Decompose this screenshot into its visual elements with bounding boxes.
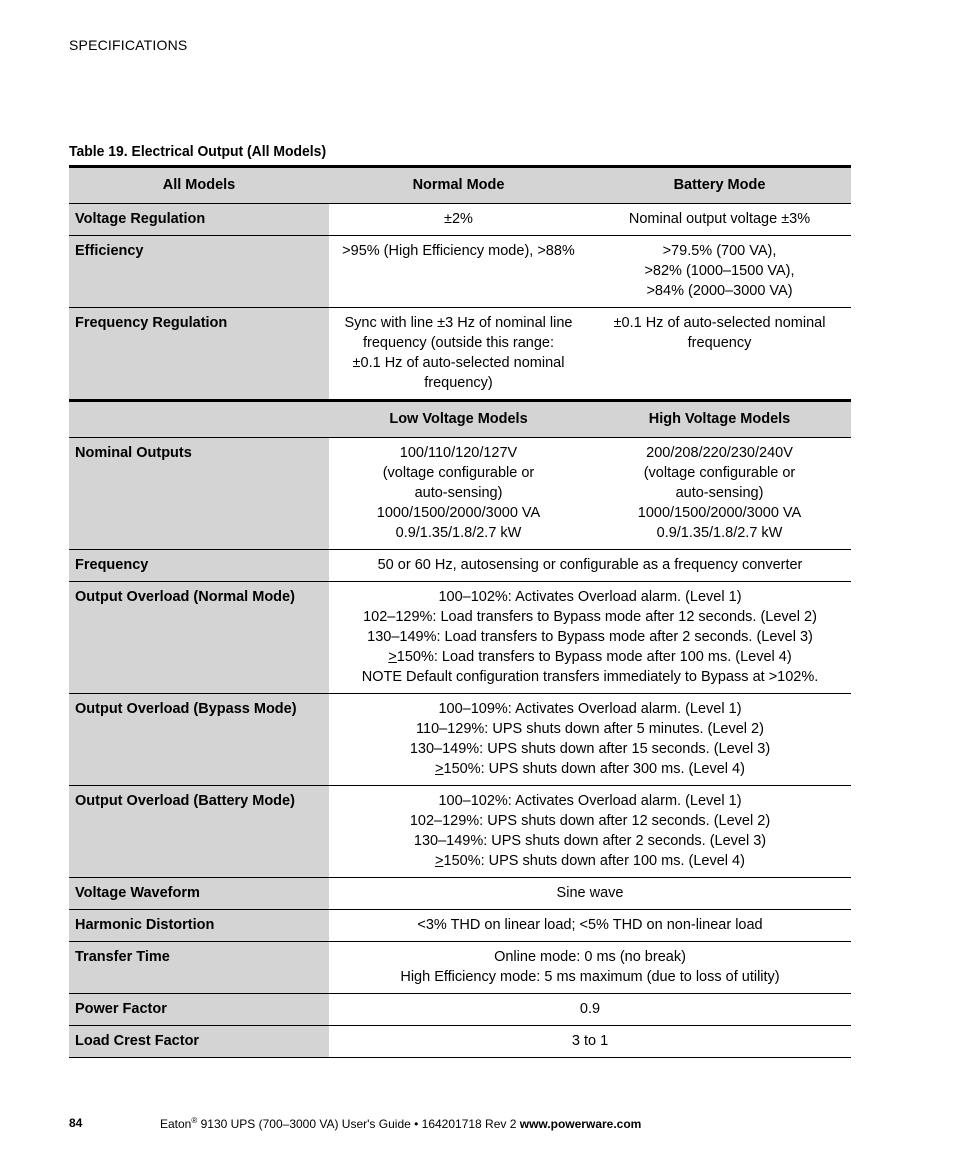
normal-mode-value	[329, 204, 588, 236]
table-row	[69, 786, 851, 878]
header-all-models: All Models	[69, 167, 329, 204]
brand-name: Eaton	[160, 1117, 192, 1131]
note-line: NOTE Default configuration transfers immediately to Bypass at >102%.	[361, 669, 819, 685]
table-row	[69, 994, 851, 1026]
table-row	[69, 694, 851, 786]
value-line: ±0.1 Hz of auto-selected nominal	[613, 315, 826, 331]
value-text: 150%: UPS shuts down after 100 ms. (Level 4)	[443, 853, 745, 869]
guide-title: 9130 UPS (700–3000 VA) User's Guide • 164201718 Rev 2	[197, 1117, 520, 1131]
value-line: >82% (1000–1500 VA),	[644, 263, 795, 279]
frequency-value: 50 or 60 Hz, autosensing or configurable as a frequency converter	[329, 550, 851, 582]
table-row	[69, 582, 851, 694]
normal-mode-value	[329, 308, 588, 401]
value-line	[335, 759, 845, 779]
low-voltage-value	[329, 438, 588, 550]
value-line: 102–129%: Load transfers to Bypass mode after 12 seconds. (Level 2)	[363, 609, 817, 625]
load-crest-factor-value: 3 to 1	[329, 1026, 851, 1058]
row-label: Output Overload (Normal Mode)	[69, 582, 329, 694]
value-line: frequency (outside this range:	[362, 335, 555, 351]
value-line: 1000/1500/2000/3000 VA	[637, 505, 802, 521]
row-label: Frequency Regulation	[69, 308, 329, 401]
value-line: >79.5% (700 VA),	[662, 243, 777, 259]
table-row	[69, 438, 851, 550]
header-low-voltage: Low Voltage Models	[329, 401, 588, 438]
value-text: 150%: UPS shuts down after 300 ms. (Level 4)	[443, 761, 745, 777]
header-high-voltage: High Voltage Models	[588, 401, 851, 438]
table-row	[69, 204, 851, 236]
power-factor-value: 0.9	[329, 994, 851, 1026]
row-label: Voltage Regulation	[69, 204, 329, 236]
row-label: Transfer Time	[69, 942, 329, 994]
value-line	[335, 851, 845, 871]
value-line: frequency	[687, 335, 752, 351]
transfer-time-value	[329, 942, 851, 994]
overload-battery-value	[329, 786, 851, 878]
overload-normal-value	[329, 582, 851, 694]
harmonic-distortion-value: <3% THD on linear load; <5% THD on non-linear load	[329, 910, 851, 942]
greater-equal-symbol: >	[388, 649, 397, 665]
row-label: Output Overload (Battery Mode)	[69, 786, 329, 878]
electrical-output-table	[69, 165, 851, 1058]
value-line: ±0.1 Hz of auto-selected nominal	[352, 355, 565, 371]
value-line: auto-sensing)	[414, 485, 503, 501]
row-label: Output Overload (Bypass Mode)	[69, 694, 329, 786]
table-row	[69, 910, 851, 942]
value-text: 150%: Load transfers to Bypass mode after 100 ms. (Level 4)	[396, 649, 792, 665]
value-line: 110–129%: UPS shuts down after 5 minutes. (Level 2)	[416, 721, 764, 737]
registered-mark: ®	[191, 1116, 198, 1125]
value-line: High Efficiency mode: 5 ms maximum (due to loss of utility)	[400, 969, 780, 985]
row-label: Voltage Waveform	[69, 878, 329, 910]
row-label: Efficiency	[69, 236, 329, 308]
value-line: auto-sensing)	[675, 485, 764, 501]
value-line: Online mode: 0 ms (no break)	[494, 949, 686, 965]
value-line: ±2%	[444, 211, 473, 227]
value-line: Nominal output voltage ±3%	[628, 211, 811, 227]
value-line: 1000/1500/2000/3000 VA	[376, 505, 541, 521]
section-header: SPECIFICATIONS	[69, 37, 188, 53]
overload-bypass-value	[329, 694, 851, 786]
high-voltage-value	[588, 438, 851, 550]
battery-mode-value	[588, 308, 851, 401]
value-line: Sync with line ±3 Hz of nominal line	[344, 315, 573, 331]
value-line: 100–109%: Activates Overload alarm. (Level 1)	[438, 701, 742, 717]
normal-mode-value	[329, 236, 588, 308]
header-blank	[69, 401, 329, 438]
value-line: 102–129%: UPS shuts down after 12 seconds. (Level 2)	[409, 813, 771, 829]
value-line: 0.9/1.35/1.8/2.7 kW	[656, 525, 783, 541]
value-line: 130–149%: Load transfers to Bypass mode after 2 seconds. (Level 3)	[367, 629, 813, 645]
value-line: 100–102%: Activates Overload alarm. (Level 1)	[438, 793, 742, 809]
value-line: 0.9/1.35/1.8/2.7 kW	[395, 525, 522, 541]
value-line: 130–149%: UPS shuts down after 15 seconds. (Level 3)	[409, 741, 771, 757]
battery-mode-value	[588, 204, 851, 236]
value-line: frequency)	[424, 375, 493, 391]
website-link[interactable]: www.powerware.com	[519, 1117, 642, 1131]
table-row	[69, 308, 851, 401]
row-label: Harmonic Distortion	[69, 910, 329, 942]
greater-equal-symbol: >	[435, 853, 444, 869]
table-row	[69, 1026, 851, 1058]
table-header-modes	[69, 167, 851, 204]
row-label: Load Crest Factor	[69, 1026, 329, 1058]
voltage-waveform-value: Sine wave	[329, 878, 851, 910]
battery-mode-value	[588, 236, 851, 308]
value-line: 200/208/220/230/240V	[646, 445, 793, 461]
table-row	[69, 942, 851, 994]
value-line	[335, 647, 845, 667]
value-line: >84% (2000–3000 VA)	[646, 283, 793, 299]
table-row	[69, 550, 851, 582]
value-line: (voltage configurable or	[382, 465, 535, 481]
value-line: >95% (High Efficiency mode), >88%	[342, 243, 575, 259]
value-line: 100/110/120/127V	[399, 445, 518, 461]
table-row	[69, 236, 851, 308]
row-label: Nominal Outputs	[69, 438, 329, 550]
row-label: Power Factor	[69, 994, 329, 1026]
table-header-models	[69, 401, 851, 438]
header-battery-mode: Battery Mode	[588, 167, 851, 204]
value-line: 130–149%: UPS shuts down after 2 seconds. (Level 3)	[413, 833, 767, 849]
footer-text	[160, 1116, 641, 1131]
table-row	[69, 878, 851, 910]
greater-equal-symbol: >	[435, 761, 444, 777]
value-line: (voltage configurable or	[643, 465, 796, 481]
page-number: 84	[69, 1116, 83, 1130]
row-label: Frequency	[69, 550, 329, 582]
value-line: 100–102%: Activates Overload alarm. (Level 1)	[438, 589, 742, 605]
header-normal-mode: Normal Mode	[329, 167, 588, 204]
table-caption: Table 19. Electrical Output (All Models)	[69, 143, 327, 160]
